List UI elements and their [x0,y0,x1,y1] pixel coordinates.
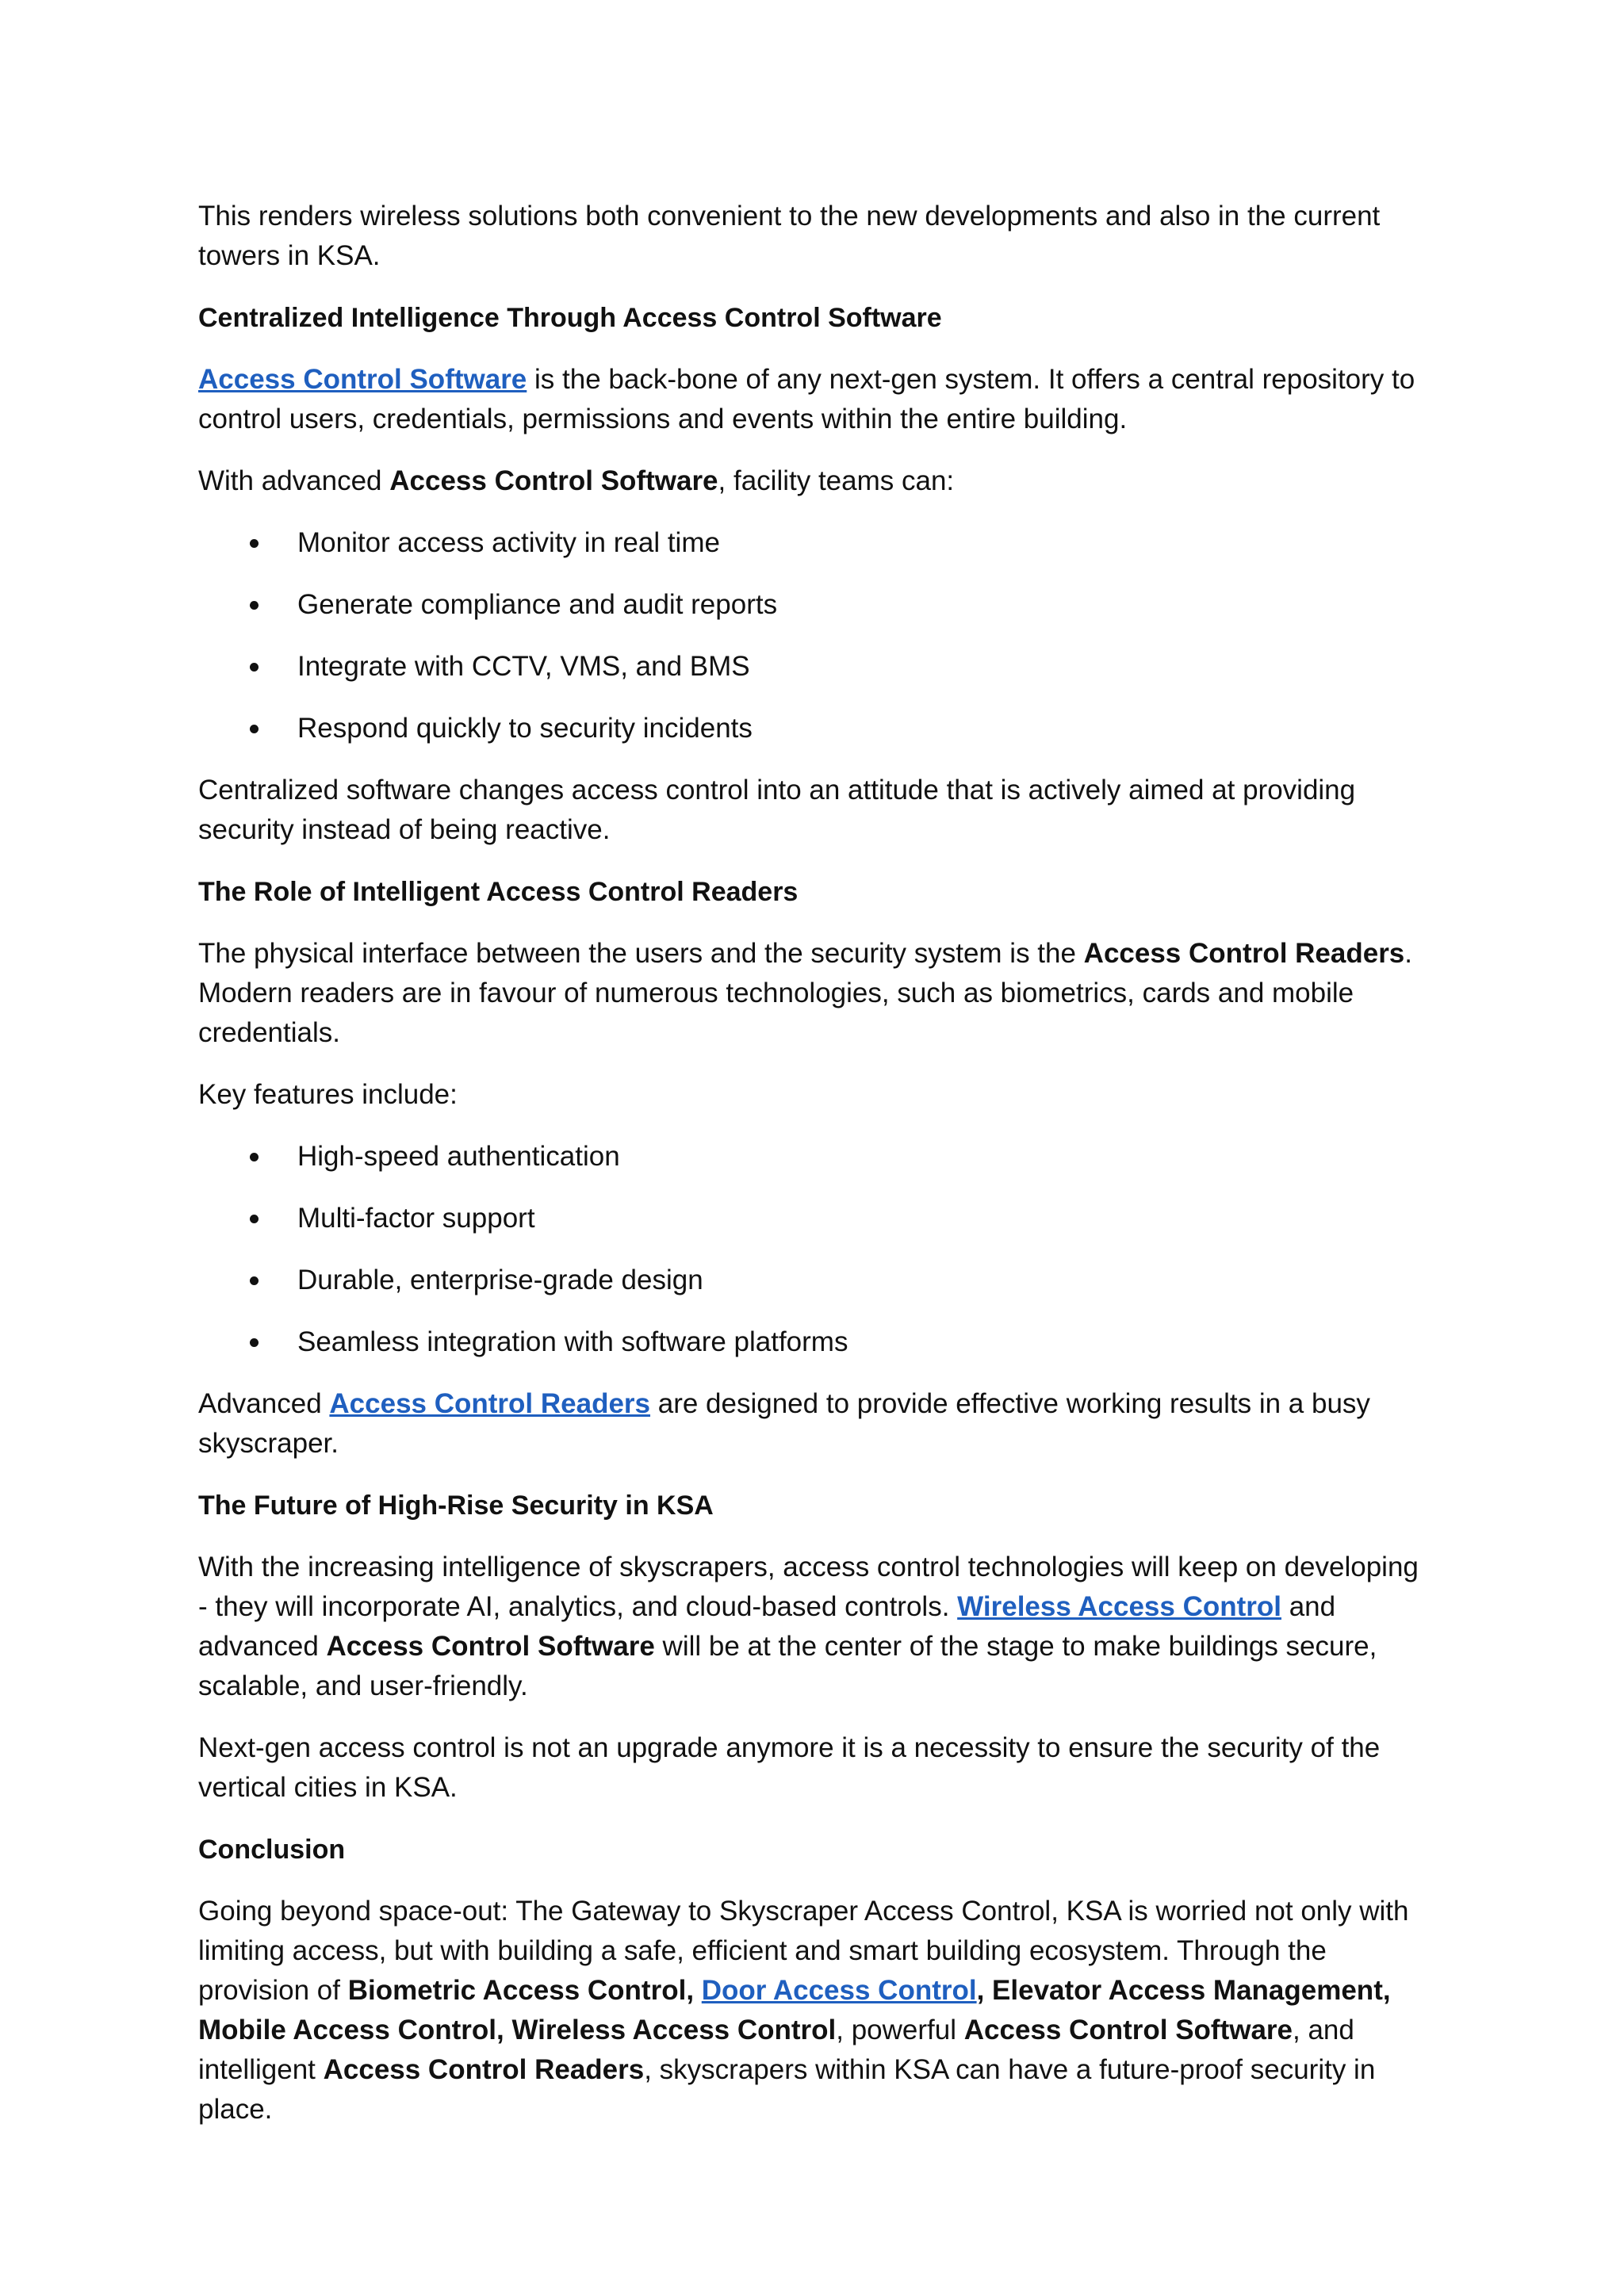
software-paragraph-text: is the back-bone of any next-gen system. It offers a central repository to control users, credentials, permissions and events within the entire building. [198,364,1415,434]
document-page [198,197,1435,2152]
conclusion-text-pre: Going beyond space-out: The Gateway to Skyscraper Access Control, KSA is worried not only with limiting access, but with building a safe, efficient and smart building ecosystem. Through the provision of [198,1896,1409,2006]
readers-text-post: . Modern readers are in favour of numerous technologies, such as biometrics, cards and mobile credentials. [198,938,1413,1048]
bullet-icon [250,663,259,672]
list-item [198,1199,1435,1238]
future-text-mid: and advanced [198,1591,1336,1662]
section-heading-future: The Future of High-Rise Security in KSA [198,1490,714,1521]
readers-bold: Access Control Readers [1083,938,1405,969]
bullet-icon [250,1276,259,1285]
conclusion-bold-elevator: , Elevator Access Management, Mobile Access Control, Wireless Access Control [198,1975,1391,2045]
readers-text-pre: The physical interface between the users and the security system is the [198,938,1084,969]
bullet-icon [250,1215,259,1223]
list-item [198,1137,1435,1177]
advanced-readers-text-post: are designed to provide effective working results in a busy skyscraper. [198,1388,1370,1459]
software-paragraph [198,360,1435,439]
future-paragraph [198,1548,1435,1706]
list-item [198,1261,1435,1300]
list-item-text: Durable, enterprise-grade design [297,1265,703,1295]
future-bold: Access Control Software [326,1631,655,1662]
software-capabilities-list [198,523,1435,748]
readers-paragraph [198,934,1435,1053]
access-control-software-link[interactable]: Access Control Software [198,364,527,395]
conclusion-paragraph [198,1892,1435,2130]
wireless-access-control-link[interactable]: Wireless Access Control [957,1591,1281,1622]
future-text-post: will be at the center of the stage to make buildings secure, scalable, and user-friendly. [198,1631,1377,1701]
next-gen-paragraph: Next-gen access control is not an upgrade anymore it is a necessity to ensure the security of the vertical cities in KSA. [198,1732,1381,1803]
advanced-readers-text-pre: Advanced [198,1388,330,1419]
intro-paragraph: This renders wireless solutions both convenient to the new developments and also in the current towers in KSA. [198,201,1381,271]
conclusion-text-mid1: , powerful [836,2015,964,2045]
conclusion-bold-biometric: Biometric Access Control, [347,1975,702,2006]
list-item-text: High-speed authentication [297,1141,620,1172]
list-item-text: Multi-factor support [297,1203,535,1234]
centralized-software-paragraph: Centralized software changes access control into an attitude that is actively aimed at providing security instead of being reactive. [198,775,1356,845]
future-text-pre: With the increasing intelligence of skyscrapers, access control technologies will keep on developing - they will incorporate AI, analytics, and cloud-based controls. [198,1552,1419,1622]
conclusion-text-post: , skyscrapers within KSA can have a future-proof security in place. [198,2054,1376,2125]
bullet-icon [250,601,259,610]
bullet-icon [250,539,259,548]
conclusion-text-mid2: , and intelligent [198,2015,1354,2085]
key-features-list [198,1137,1435,1362]
list-item-text: Generate compliance and audit reports [297,589,778,620]
list-item-text: Seamless integration with software platforms [297,1326,848,1357]
conclusion-bold-software: Access Control Software [963,2015,1293,2045]
list-item-text: Monitor access activity in real time [297,527,720,558]
conclusion-bold-readers: Access Control Readers [323,2054,645,2085]
bullet-icon [250,1153,259,1161]
section-heading-conclusion: Conclusion [198,1835,346,1865]
list-item [198,647,1435,687]
key-features-label: Key features include: [198,1079,458,1110]
list-item [198,585,1435,625]
list-item-text: Integrate with CCTV, VMS, and BMS [297,651,750,682]
advanced-readers-paragraph [198,1384,1435,1464]
facility-teams-text-pre: With advanced [198,465,390,496]
list-item [198,1322,1435,1362]
list-item [198,523,1435,563]
bullet-icon [250,725,259,733]
door-access-control-link[interactable]: Door Access Control [701,1975,977,2006]
list-item [198,709,1435,748]
facility-teams-text-post: , facility teams can: [718,465,955,496]
bullet-icon [250,1338,259,1347]
list-item-text: Respond quickly to security incidents [297,713,753,744]
section-heading-software: Centralized Intelligence Through Access Control Software [198,303,942,333]
facility-teams-bold: Access Control Software [389,465,718,496]
access-control-readers-link[interactable]: Access Control Readers [329,1388,651,1419]
facility-teams-paragraph [198,461,1435,501]
section-heading-readers: The Role of Intelligent Access Control Readers [198,877,799,907]
